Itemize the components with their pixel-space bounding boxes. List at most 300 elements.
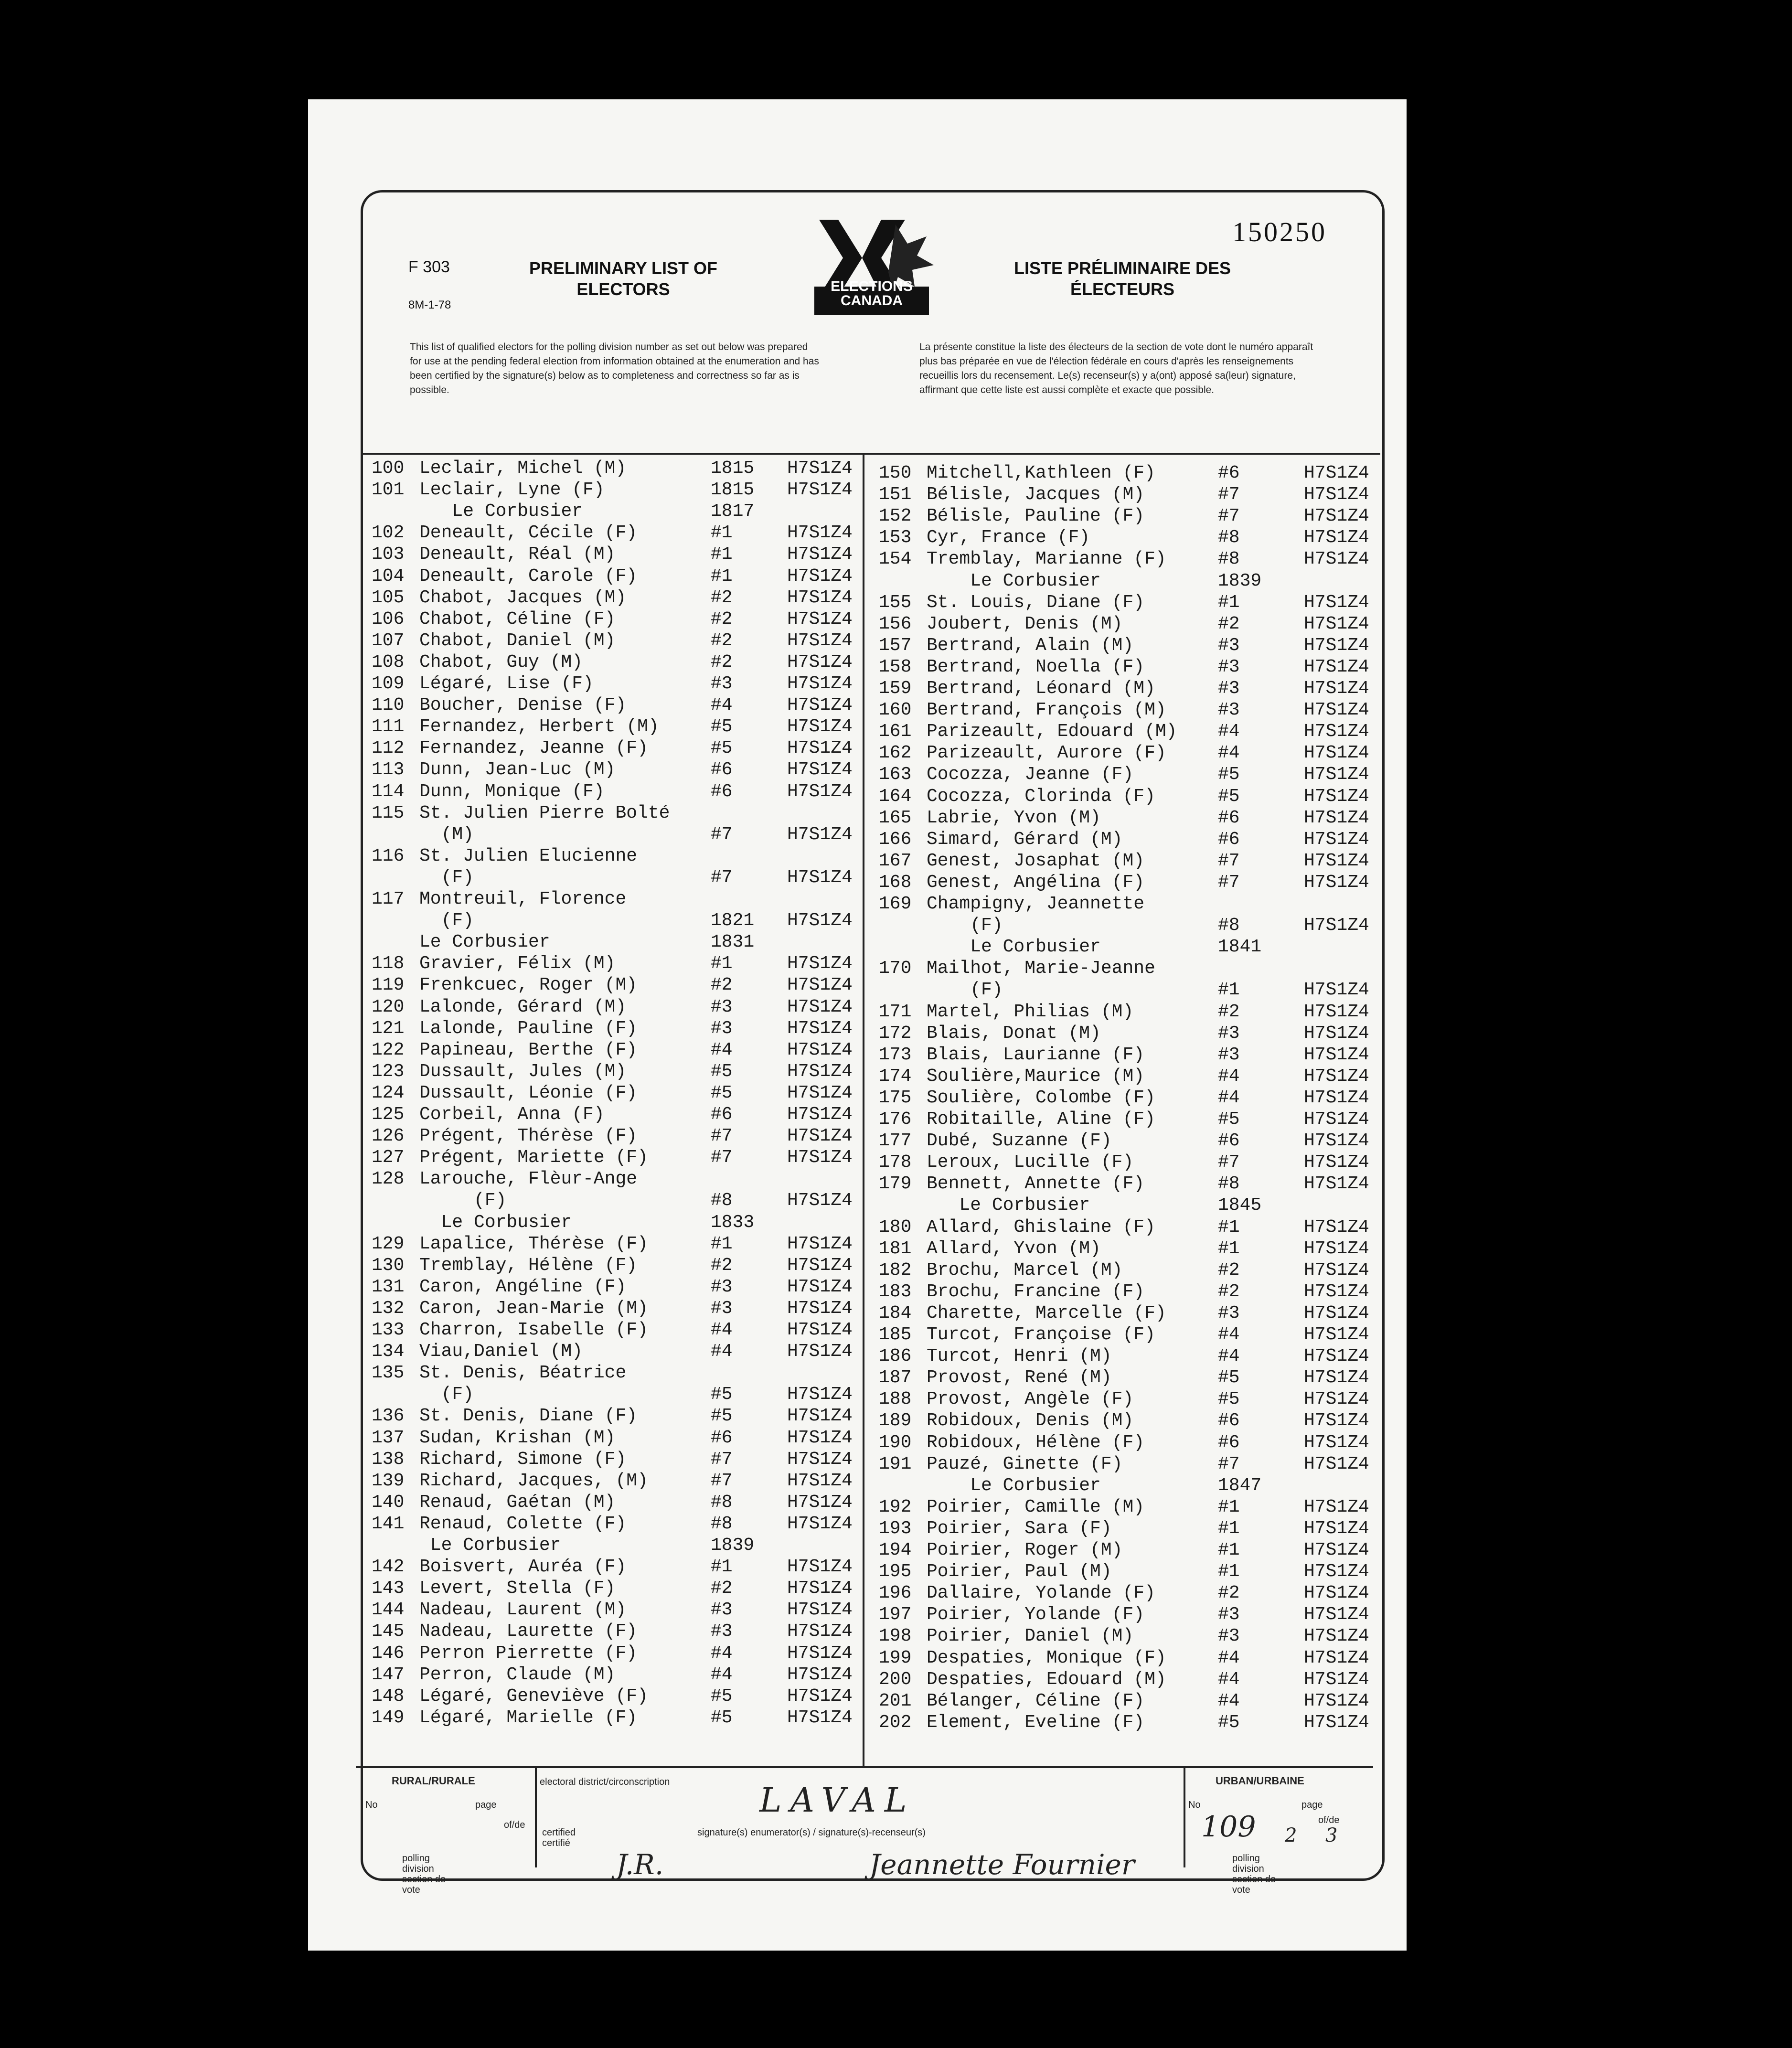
elector-number: 155 [879, 592, 912, 613]
elector-poll: #4 [1218, 1647, 1240, 1668]
elector-name: Papineau, Berthe (F) [419, 1039, 638, 1060]
elector-name: Poirier, Roger (M) [927, 1540, 1123, 1560]
elector-number: 196 [879, 1583, 912, 1604]
electors-list-left [372, 458, 864, 1766]
elector-name: Montreuil, Florence [419, 889, 627, 909]
elector-name: Robitaille, Aline (F) [927, 1109, 1155, 1130]
elector-name: Le Corbusier [419, 1535, 561, 1556]
elector-number: 145 [372, 1621, 405, 1642]
elector-poll: #8 [711, 1513, 733, 1534]
elector-row [879, 1712, 1378, 1733]
elector-poll: #1 [1218, 592, 1240, 613]
electors-list-right [879, 462, 1378, 1766]
elector-name: (M) [419, 824, 474, 845]
elector-row [879, 1130, 1378, 1152]
elector-row [879, 1324, 1378, 1345]
footer-divider-1 [535, 1767, 537, 1867]
enumerator-signature: Jeannette Fournier [869, 1848, 1135, 1881]
elector-name: Turcot, Henri (M) [927, 1346, 1112, 1367]
elector-name: Bertrand, Alain (M) [927, 635, 1134, 656]
elector-postal-code: H7S1Z4 [787, 1276, 853, 1297]
elector-poll: #2 [1218, 1259, 1240, 1280]
page-total: 3 [1325, 1824, 1338, 1846]
elector-row [879, 764, 1378, 785]
elector-poll: #8 [1218, 915, 1240, 936]
elector-row [879, 1281, 1378, 1302]
elector-row [879, 462, 1378, 484]
elector-name: Viau,Daniel (M) [419, 1341, 583, 1362]
elector-row [372, 910, 864, 931]
elector-name: Simard, Gérard (M) [927, 829, 1123, 850]
elector-row [372, 1621, 864, 1642]
elector-poll: #3 [1218, 1044, 1240, 1065]
elector-poll: 1815 [711, 480, 755, 501]
elector-postal-code: H7S1Z4 [787, 910, 853, 931]
elector-row [879, 936, 1378, 958]
elector-postal-code: H7S1Z4 [1304, 743, 1369, 764]
elector-number: 107 [372, 630, 405, 651]
elector-number: 183 [879, 1281, 912, 1302]
elector-poll: #1 [711, 953, 733, 974]
elector-postal-code: H7S1Z4 [1304, 1583, 1369, 1604]
elector-poll: #1 [1218, 1216, 1240, 1237]
elector-name: Richard, Jacques, (M) [419, 1470, 648, 1491]
elector-number: 130 [372, 1255, 405, 1276]
elector-postal-code: H7S1Z4 [1304, 786, 1369, 807]
elector-postal-code: H7S1Z4 [1304, 700, 1369, 721]
elector-number: 123 [372, 1061, 405, 1082]
elector-postal-code: H7S1Z4 [1304, 1023, 1369, 1044]
elector-row [372, 630, 864, 651]
elector-name: (F) [419, 910, 474, 931]
elector-poll: #3 [711, 996, 733, 1017]
elector-number: 164 [879, 786, 912, 807]
elector-postal-code: H7S1Z4 [787, 953, 853, 974]
elector-number: 199 [879, 1647, 912, 1668]
elector-name: Soulière,Maurice (M) [927, 1066, 1145, 1087]
elector-number: 162 [879, 743, 912, 764]
elector-number: 167 [879, 850, 912, 871]
elector-poll: #6 [711, 1104, 733, 1125]
elector-name: Bertrand, Léonard (M) [927, 678, 1155, 699]
elector-poll: #2 [1218, 1583, 1240, 1604]
elector-postal-code: H7S1Z4 [1304, 1302, 1369, 1323]
elector-number: 173 [879, 1044, 912, 1065]
elector-row [372, 544, 864, 565]
urban-of-label: of/de [1318, 1815, 1340, 1825]
electoral-district-value: LAVAL [759, 1781, 916, 1820]
elector-name: (F) [927, 980, 1003, 1001]
elector-name: Martel, Philias (M) [927, 1001, 1134, 1022]
elector-name: St. Julien Elucienne [419, 845, 638, 866]
elector-postal-code: H7S1Z4 [1304, 1389, 1369, 1410]
elector-name: Turcot, Françoise (F) [927, 1324, 1155, 1345]
elector-row [879, 1432, 1378, 1453]
elector-poll: #3 [1218, 1604, 1240, 1625]
elector-row [372, 1707, 864, 1728]
elector-poll: #7 [711, 1126, 733, 1147]
elector-poll: #5 [1218, 1367, 1240, 1388]
elector-number: 128 [372, 1169, 405, 1190]
elector-poll: #2 [711, 975, 733, 996]
elector-poll: #3 [1218, 678, 1240, 699]
elector-postal-code: H7S1Z4 [787, 759, 853, 780]
elector-postal-code: H7S1Z4 [787, 996, 853, 1017]
elector-name: Leclair, Michel (M) [419, 458, 627, 479]
elector-postal-code: H7S1Z4 [1304, 850, 1369, 871]
intro-english: This list of qualified electors for the polling division number as set out below was prepared for use at the pending federal election from information obtained at the enumeration and has been certified by the signature(s) below as to completeness and correctness so far as is possible. [410, 341, 819, 395]
elector-row [372, 1255, 864, 1276]
elector-name: Chabot, Céline (F) [419, 608, 616, 629]
elector-row [372, 1405, 864, 1427]
elector-poll: #1 [711, 1233, 733, 1254]
elector-postal-code: H7S1Z4 [1304, 592, 1369, 613]
elector-name: Poirier, Camille (M) [927, 1496, 1145, 1517]
elector-row [879, 1066, 1378, 1087]
elector-row [879, 1604, 1378, 1625]
elector-name: Bennett, Annette (F) [927, 1173, 1145, 1195]
elector-row [372, 1233, 864, 1255]
elector-row [372, 1513, 864, 1535]
elector-name: Soulière, Colombe (F) [927, 1087, 1155, 1108]
elector-name: Element, Eveline (F) [927, 1712, 1145, 1733]
elector-postal-code: H7S1Z4 [787, 1061, 853, 1082]
elector-poll: #3 [711, 1600, 733, 1621]
elector-number: 174 [879, 1066, 912, 1087]
elector-row [372, 673, 864, 694]
elector-name: Nadeau, Laurent (M) [419, 1600, 627, 1621]
elector-number: 172 [879, 1023, 912, 1044]
elector-name: Renaud, Gaétan (M) [419, 1492, 616, 1513]
elector-poll: #3 [1218, 1023, 1240, 1044]
elector-number: 106 [372, 608, 405, 629]
elector-row [879, 742, 1378, 764]
elector-name: Genest, Josaphat (M) [927, 850, 1145, 871]
elector-row [372, 781, 864, 802]
elector-poll: 1831 [711, 932, 755, 953]
elector-postal-code: H7S1Z4 [787, 1449, 853, 1470]
elector-postal-code: H7S1Z4 [1304, 1626, 1369, 1647]
elector-row [879, 1625, 1378, 1647]
elector-name: Bélisle, Pauline (F) [927, 506, 1145, 527]
elector-postal-code: H7S1Z4 [787, 1427, 853, 1448]
elector-poll: 1821 [711, 910, 755, 931]
elector-postal-code: H7S1Z4 [787, 1578, 853, 1599]
elector-poll: #4 [1218, 1690, 1240, 1711]
elector-number: 124 [372, 1082, 405, 1103]
elector-name: Cyr, France (F) [927, 527, 1090, 548]
elector-postal-code: H7S1Z4 [1304, 506, 1369, 527]
elector-number: 152 [879, 506, 912, 527]
elector-postal-code: H7S1Z4 [1304, 915, 1369, 936]
elector-number: 109 [372, 673, 405, 694]
elector-number: 192 [879, 1496, 912, 1517]
elector-row [879, 807, 1378, 829]
elector-row [372, 1168, 864, 1190]
elector-poll: #8 [711, 1492, 733, 1513]
elector-name: (F) [927, 915, 1003, 936]
elector-poll: #4 [711, 1320, 733, 1340]
elector-postal-code: H7S1Z4 [1304, 1259, 1369, 1280]
elector-row [879, 1410, 1378, 1431]
elector-postal-code: H7S1Z4 [787, 630, 853, 651]
elector-row [879, 1087, 1378, 1109]
elector-poll: #5 [711, 1707, 733, 1728]
elector-row [372, 974, 864, 996]
elector-number: 136 [372, 1406, 405, 1427]
elector-row [879, 1647, 1378, 1669]
elector-row [372, 1341, 864, 1362]
elector-poll: #4 [1218, 1087, 1240, 1108]
elector-name: Poirier, Paul (M) [927, 1561, 1112, 1582]
elector-number: 161 [879, 721, 912, 742]
elector-poll: #7 [1218, 484, 1240, 505]
elector-name: Cocozza, Clorinda (F) [927, 786, 1155, 807]
rural-page-label: page [475, 1800, 497, 1810]
elector-postal-code: H7S1Z4 [1304, 1346, 1369, 1367]
elector-number: 185 [879, 1324, 912, 1345]
elector-postal-code: H7S1Z4 [1304, 1410, 1369, 1431]
elector-postal-code: H7S1Z4 [787, 1707, 853, 1728]
elector-poll: #5 [711, 1061, 733, 1082]
elector-number: 101 [372, 480, 405, 501]
elector-number: 194 [879, 1540, 912, 1560]
elector-poll: #6 [1218, 463, 1240, 483]
elector-postal-code: H7S1Z4 [787, 1147, 853, 1168]
elector-postal-code: H7S1Z4 [787, 1470, 853, 1491]
elector-poll: #2 [1218, 613, 1240, 634]
elector-number: 191 [879, 1453, 912, 1474]
elector-poll: #3 [1218, 1626, 1240, 1647]
elector-row [879, 613, 1378, 635]
elector-poll: 1817 [711, 501, 755, 522]
elector-number: 149 [372, 1707, 405, 1728]
elector-name: St. Julien Pierre Bolté [419, 802, 670, 823]
elector-poll: #2 [1218, 1001, 1240, 1022]
elector-row [879, 893, 1378, 915]
elector-number: 197 [879, 1604, 912, 1625]
elector-row [372, 1061, 864, 1082]
elector-poll: #4 [711, 1643, 733, 1664]
elector-poll: #7 [711, 824, 733, 845]
elector-name: Tremblay, Marianne (F) [927, 549, 1166, 570]
elector-name: Sudan, Krishan (M) [419, 1427, 616, 1448]
elector-postal-code: H7S1Z4 [787, 1685, 853, 1707]
elector-row [372, 1082, 864, 1104]
elector-poll: #7 [1218, 506, 1240, 527]
elector-postal-code: H7S1Z4 [787, 1233, 853, 1254]
elector-row [879, 656, 1378, 678]
elector-poll: #3 [711, 1018, 733, 1039]
elector-number: 181 [879, 1238, 912, 1259]
elector-row [372, 1104, 864, 1125]
elector-number: 165 [879, 807, 912, 828]
elector-name: Légaré, Lise (F) [419, 673, 594, 694]
elector-row [372, 1018, 864, 1039]
elector-row [879, 1582, 1378, 1604]
elector-poll: #5 [711, 1384, 733, 1405]
elector-row [879, 1539, 1378, 1561]
elector-postal-code: H7S1Z4 [787, 1600, 853, 1621]
elector-postal-code: H7S1Z4 [787, 544, 853, 565]
elector-number: 148 [372, 1685, 405, 1707]
elector-poll: #5 [711, 1685, 733, 1707]
elector-name: Tremblay, Hélène (F) [419, 1255, 638, 1276]
elector-name: Bélisle, Jacques (M) [927, 484, 1145, 505]
elector-number: 133 [372, 1320, 405, 1340]
elector-number: 156 [879, 613, 912, 634]
elector-number: 163 [879, 764, 912, 785]
rural-label: RURAL/RURALE [392, 1775, 475, 1787]
elector-name: Dubé, Suzanne (F) [927, 1131, 1112, 1152]
elector-poll: #7 [1218, 872, 1240, 893]
elector-name: Le Corbusier [419, 1212, 572, 1233]
elector-row [879, 915, 1378, 936]
elector-row [879, 1690, 1378, 1712]
elector-row [879, 958, 1378, 979]
elector-number: 175 [879, 1087, 912, 1108]
elector-row [372, 1492, 864, 1513]
elector-name: Nadeau, Laurette (F) [419, 1621, 638, 1642]
elector-postal-code: H7S1Z4 [1304, 1238, 1369, 1259]
elector-postal-code: H7S1Z4 [787, 1190, 853, 1211]
elector-poll: #1 [1218, 1561, 1240, 1582]
elector-name: Bertrand, François (M) [927, 700, 1166, 721]
elector-name: Perron Pierrette (F) [419, 1643, 638, 1664]
elector-postal-code: H7S1Z4 [787, 1341, 853, 1362]
elector-postal-code: H7S1Z4 [1304, 1131, 1369, 1152]
elector-poll: 1847 [1218, 1475, 1262, 1496]
elector-postal-code: H7S1Z4 [1304, 1367, 1369, 1388]
elector-name: Caron, Angéline (F) [419, 1276, 627, 1297]
title-french: LISTE PRÉLIMINAIRE DES ÉLECTEURS [1013, 258, 1231, 299]
elector-poll: #2 [1218, 1281, 1240, 1302]
elector-postal-code: H7S1Z4 [1304, 1152, 1369, 1173]
elector-number: 105 [372, 587, 405, 608]
elector-number: 150 [879, 463, 912, 483]
elector-postal-code: H7S1Z4 [787, 867, 853, 888]
elector-poll: #8 [1218, 549, 1240, 570]
elector-number: 137 [372, 1427, 405, 1448]
elector-name: (F) [419, 1384, 474, 1405]
elector-postal-code: H7S1Z4 [1304, 1216, 1369, 1237]
elector-number: 188 [879, 1389, 912, 1410]
elector-name: Fernandez, Jeanne (F) [419, 738, 648, 759]
elector-name: Deneault, Carole (F) [419, 565, 638, 587]
urban-page-label: page [1301, 1800, 1323, 1810]
elector-poll: #4 [711, 1341, 733, 1362]
elector-name: Renaud, Colette (F) [419, 1513, 627, 1534]
elector-postal-code: H7S1Z4 [1304, 721, 1369, 742]
elector-name: Provost, Angèle (F) [927, 1389, 1134, 1410]
elector-name: Gravier, Félix (M) [419, 953, 616, 974]
rural-of-label: of/de [504, 1820, 525, 1830]
elector-poll: #3 [1218, 1302, 1240, 1323]
elector-number: 158 [879, 656, 912, 677]
elector-row [372, 694, 864, 716]
elector-postal-code: H7S1Z4 [1304, 829, 1369, 850]
elector-postal-code: H7S1Z4 [787, 1298, 853, 1319]
elector-name: Genest, Angélina (F) [927, 872, 1145, 893]
elector-name: (F) [419, 1190, 507, 1211]
elector-name: Parizeault, Edouard (M) [927, 721, 1177, 742]
elector-row [879, 505, 1378, 527]
elector-number: 189 [879, 1410, 912, 1431]
intro-french: La présente constitue la liste des électeurs de la section de vote dont le numéro apparaît plus bas préparée en vue de l'élection fédérale en cours d'après les renseignements recueillis lors du recensement. Le(s) recenseur(s) y a(ont) apposé sa(leur) signature, affirmant que cette liste est aussi complète et exacte que possible. [919, 341, 1313, 395]
elector-poll: #3 [1218, 635, 1240, 656]
elector-number: 170 [879, 958, 912, 979]
elector-poll: 1845 [1218, 1195, 1262, 1216]
elector-postal-code: H7S1Z4 [1304, 1604, 1369, 1625]
elector-postal-code: H7S1Z4 [787, 1255, 853, 1276]
elector-postal-code: H7S1Z4 [1304, 463, 1369, 483]
elector-row [372, 1298, 864, 1319]
elector-poll: #1 [711, 1557, 733, 1578]
elector-number: 111 [372, 716, 405, 737]
elector-name: Caron, Jean-Marie (M) [419, 1298, 648, 1319]
elector-row [372, 1470, 864, 1492]
elector-number: 104 [372, 565, 405, 587]
elector-row [879, 592, 1378, 613]
elector-poll: #1 [1218, 980, 1240, 1001]
elector-name: Robidoux, Denis (M) [927, 1410, 1134, 1431]
elector-number: 118 [372, 953, 405, 974]
elector-row [372, 1664, 864, 1685]
elector-row [879, 1044, 1378, 1066]
elector-poll: #1 [711, 544, 733, 565]
elector-name: Blais, Donat (M) [927, 1023, 1101, 1044]
elector-poll: #6 [711, 1427, 733, 1448]
elector-row [879, 678, 1378, 699]
elector-number: 117 [372, 889, 405, 909]
elector-postal-code: H7S1Z4 [1304, 1044, 1369, 1065]
elector-name: Joubert, Denis (M) [927, 613, 1123, 634]
elector-poll: #4 [711, 1664, 733, 1685]
elector-postal-code: H7S1Z4 [787, 975, 853, 996]
elector-number: 169 [879, 894, 912, 914]
elector-name: Corbeil, Anna (F) [419, 1104, 605, 1125]
elector-name: Poirier, Yolande (F) [927, 1604, 1145, 1625]
elector-number: 114 [372, 781, 405, 802]
certified-label: certified certifié [542, 1827, 576, 1848]
elector-number: 131 [372, 1276, 405, 1297]
elector-row [879, 1496, 1378, 1518]
elector-poll: #5 [1218, 786, 1240, 807]
elector-row [879, 1109, 1378, 1130]
elector-number: 121 [372, 1018, 405, 1039]
elector-name: Bélanger, Céline (F) [927, 1690, 1145, 1711]
elector-poll: #6 [1218, 1131, 1240, 1152]
elector-postal-code: H7S1Z4 [787, 824, 853, 845]
elector-poll: #7 [711, 867, 733, 888]
elector-number: 178 [879, 1152, 912, 1173]
elector-row [372, 651, 864, 673]
elector-row [879, 527, 1378, 548]
elector-poll: #1 [1218, 1540, 1240, 1560]
elector-name: Blais, Laurianne (F) [927, 1044, 1145, 1065]
elector-poll: 1833 [711, 1212, 755, 1233]
elector-number: 134 [372, 1341, 405, 1362]
elector-postal-code: H7S1Z4 [1304, 613, 1369, 634]
elector-row [879, 786, 1378, 807]
elector-poll: #5 [711, 1406, 733, 1427]
elector-row [879, 1195, 1378, 1216]
elector-row [372, 716, 864, 737]
elector-row [879, 1216, 1378, 1238]
elector-postal-code: H7S1Z4 [787, 1406, 853, 1427]
elector-row [372, 867, 864, 888]
elector-row [879, 1669, 1378, 1690]
